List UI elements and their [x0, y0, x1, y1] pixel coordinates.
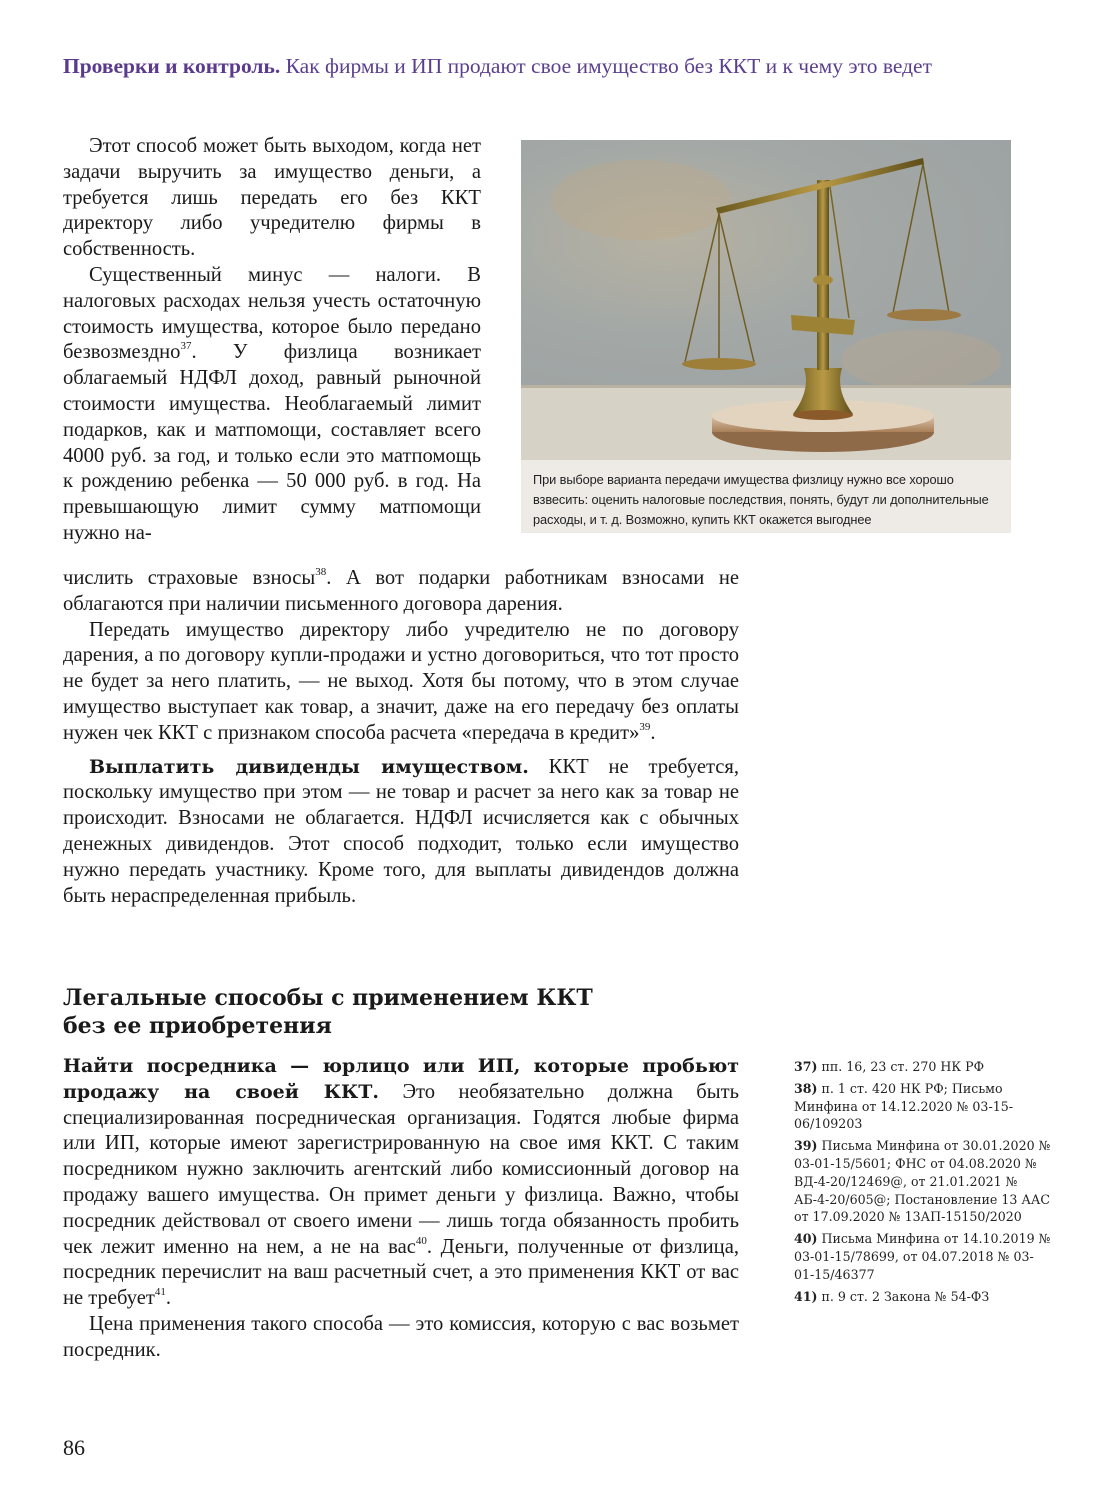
- running-head-title: Как фирмы и ИП продают свое имущество без ККТ и к чему это ведет: [285, 54, 933, 78]
- footnote-ref-40[interactable]: 40: [415, 1234, 427, 1247]
- footnote-ref-39[interactable]: 39: [639, 720, 651, 733]
- footnote-text: Письма Минфина от 30.01.2020 № 03-01-15/5601; ФНС от 04.08.2020 № ВД-4-20/12469@, от 21.01.2021 № АБ-4-20/605@; Постановление 13 ААС от 17.09.2020 № 13АП-15150/2020: [794, 1138, 1051, 1225]
- section-title-line-2: без ее приобретения: [63, 1013, 332, 1039]
- paragraph-5-text-mid: . Деньги, полученные от физлица, посредник перечислит на ваш расчетный счет, а это применения ККТ от вас не требует: [63, 1235, 739, 1310]
- running-head: [63, 54, 1043, 79]
- footnote-number: 40): [794, 1231, 818, 1247]
- paragraph-2-text-cont: . У физлица возникает облагаемый НДФЛ доход, равный рыночной стоимости имущества. Необлагаемый лимит подарков, как и матпомощи, составляет всего 4000 руб. за год, и только если это матпомощь к рождению ребенка — 50 000 руб. в год. На превышающую лимит сумму матпомощи нужно на-: [63, 341, 481, 544]
- paragraph-4: [63, 755, 739, 910]
- footnotes: [794, 1058, 1054, 1309]
- paragraph-2-continued-text-end: . А вот подарки работникам взносами не облагаются при наличии письменного договора дарения.: [63, 567, 739, 615]
- footnote-text: пп. 16, 23 ст. 270 НК РФ: [821, 1059, 985, 1074]
- footnote-text: п. 1 ст. 420 НК РФ; Письмо Минфина от 14.12.2020 № 03-15-06/109203: [794, 1080, 1013, 1132]
- paragraph-6: Цена применения такого способа — это комиссия, которую с вас возьмет посредник.: [63, 1312, 739, 1361]
- paragraph-2: [63, 263, 481, 547]
- footnote-ref-41[interactable]: 41: [154, 1286, 166, 1299]
- figure: [521, 140, 1011, 533]
- paragraph-5-text-end: .: [165, 1287, 172, 1310]
- footnote-text: п. 9 ст. 2 Закона № 54-ФЗ: [821, 1288, 990, 1304]
- section-title: [63, 984, 739, 1040]
- running-head-section: Проверки и контроль.: [63, 54, 281, 78]
- paragraph-1: Этот способ может быть выходом, когда нет задачи выручить за имущество деньги, а требуется лишь передать его без ККТ директору либо учредителю фирмы в собственность.: [63, 135, 481, 261]
- narrow-column: [63, 134, 481, 547]
- paragraph-3: [63, 618, 739, 747]
- figure-caption: При выборе варианта передачи имущества физлицу нужно все хорошо взвесить: оценить налоговые последствия, понять, будут ли дополнительные расходы, и т. д. Возможно, купить ККТ окажется выгоднее: [533, 472, 989, 527]
- wide-column: [63, 566, 739, 909]
- footnote-39: [794, 1137, 1054, 1226]
- bottom-column: [63, 1054, 739, 1364]
- footnote-ref-38[interactable]: 38: [315, 566, 327, 578]
- paragraph-4-text: ККТ не требуется, поскольку имущество при этом — не товар и расчет за него как за товар не происходит. Взносами не облагается. НДФЛ исчисляется как с обычных денежных дивидендов. Этот способ подходит, только если имущество нужно передать участнику. Кроме того, для выплаты дивидендов должна быть нераспределенная прибыль.: [63, 755, 739, 907]
- footnote-number: 38): [794, 1080, 818, 1096]
- paragraph-5-text: Это необязательно должна быть специализированная посредническая организация. Годятся любые фирма или ИП, которые имеют зарегистрированную на свое имя ККТ. С таким посредником нужно заключить агентский либо комиссионный договор на продажу вашего имущества. Он примет деньги у физлица. Важно, чтобы посредник действовал от своего имени — лишь тогда обязанность пробить чек лежит именно на нем, а не на вас: [63, 1080, 739, 1258]
- scales-photo: [521, 140, 1011, 460]
- section-title-line-1: Легальные способы с применением ККТ: [63, 985, 593, 1011]
- paragraph-5: [63, 1054, 739, 1312]
- scales-icon: [521, 140, 1011, 460]
- footnote-40: [794, 1230, 1054, 1283]
- footnote-37: [794, 1058, 1054, 1076]
- paragraph-3-text-end: .: [650, 721, 656, 744]
- footnote-number: 37): [794, 1059, 818, 1074]
- paragraph-2-continued: [63, 566, 739, 618]
- footnote-number: 41): [794, 1288, 818, 1304]
- footnote-number: 39): [794, 1138, 818, 1154]
- paragraph-2-continued-text: числить страховые взносы: [63, 567, 316, 589]
- paragraph-2-text: Существенный минус — налоги. В налоговых расходах нельзя учесть остаточную стоимость имущества, которое было передано безвозмездно: [63, 263, 481, 364]
- page-number: 86: [63, 1435, 85, 1460]
- paragraph-4-lead: Выплатить дивиденды имуществом.: [89, 755, 529, 778]
- paragraph-5-lead: Найти посредника — юрлицо или ИП, которые пробьют продажу на своей ККТ.: [63, 1055, 739, 1103]
- footnote-ref-37[interactable]: 37: [180, 340, 192, 353]
- paragraph-3-text: Передать имущество директору либо учредителю не по договору дарения, а по договору купли-продажи и устно договориться, что тот просто не будет за него платить, — не выход. Хотя бы потому, что в этом случае имущество выступает как товар, а значит, даже на его передачу без оплаты нужен чек ККТ с признаком способа расчета «передача в кредит»: [63, 618, 739, 744]
- footnote-text: Письма Минфина от 14.10.2019 № 03-01-15/78699, от 04.07.2018 № 03-01-15/46377: [794, 1231, 1051, 1282]
- footnote-41: [794, 1288, 1054, 1306]
- footnote-38: [794, 1080, 1054, 1133]
